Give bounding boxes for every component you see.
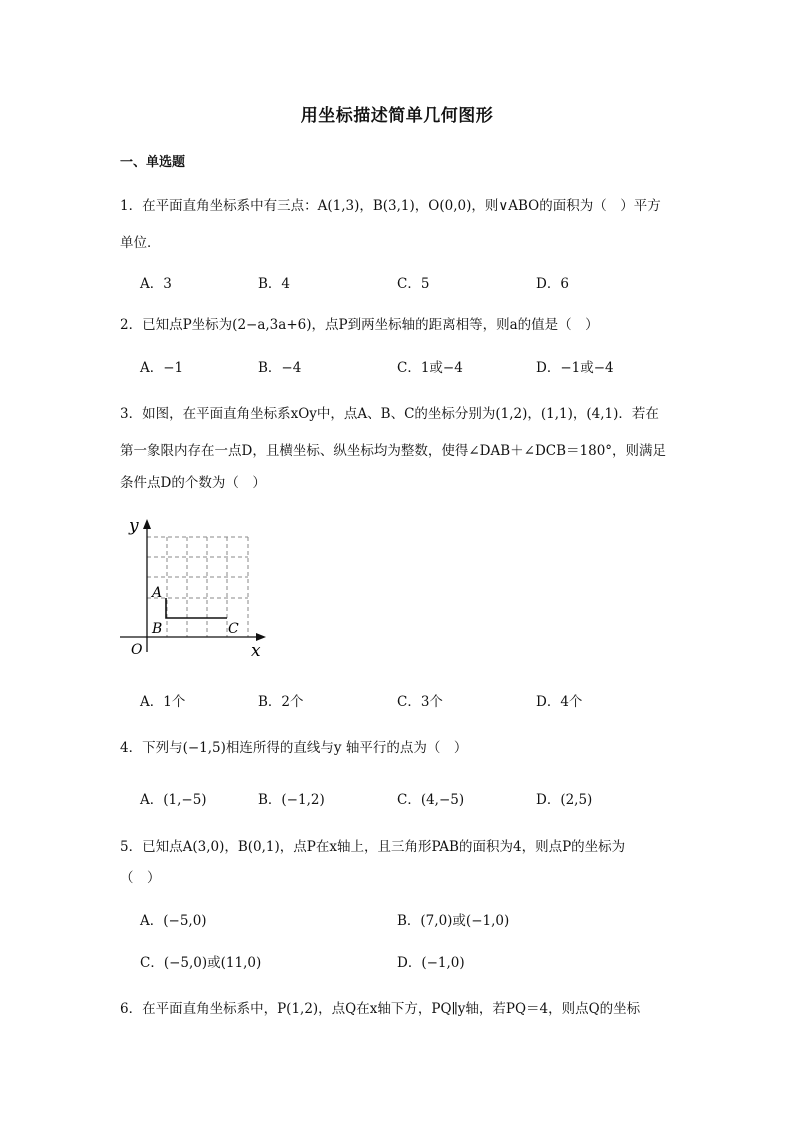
q4-option-a[interactable]: A．(1,−5): [140, 792, 207, 808]
q3-option-c[interactable]: C．3个: [397, 694, 443, 710]
q6-text-line1: 6．在平面直角坐标系中，P(1,2)，点Q在x轴下方，PQ∥y轴，若PQ＝4，则点Q的坐标: [120, 1001, 641, 1017]
q4-option-d[interactable]: D．(2,5): [536, 792, 593, 808]
q1-option-b[interactable]: B．4: [258, 276, 291, 292]
page-title: 用坐标描述简单几何图形: [300, 106, 494, 126]
q5-text-line2: （ ）: [120, 870, 161, 886]
q3-option-b[interactable]: B．2个: [258, 694, 304, 710]
q3-option-d[interactable]: D．4个: [536, 694, 583, 710]
y-axis-arrow: [143, 519, 151, 529]
q2-text-line1: 2．已知点P坐标为(2−a,3a+6)，点P到两坐标轴的距离相等，则a的值是（ ）: [120, 317, 599, 333]
q5-option-d[interactable]: D．(−1,0): [397, 955, 465, 971]
point-c-label: C: [228, 621, 239, 637]
q3-text-line2: 第一象限内存在一点D，且横坐标、纵坐标均为整数，使得∠DAB＋∠DCB＝180°，则满足: [120, 443, 667, 459]
q3-option-a[interactable]: A．1个: [140, 694, 186, 710]
x-axis-label: x: [251, 641, 261, 661]
q3-text-line3: 条件点D的个数为（ ）: [120, 475, 266, 491]
q3-text-line1: 3．如图，在平面直角坐标系xOy中，点A、B、C的坐标分别为(1,2)，(1,1)，(4,1)．若在: [120, 406, 659, 422]
x-axis-arrow: [256, 633, 266, 641]
q5-option-c[interactable]: C．(−5,0)或(11,0): [140, 955, 262, 971]
q4-text-line1: 4．下列与(−1,5)相连所得的直线与y 轴平行的点为（ ）: [120, 740, 468, 756]
q2-option-b[interactable]: B．−4: [258, 360, 302, 376]
q5-option-a[interactable]: A．(−5,0): [140, 913, 207, 929]
q1-text-line2: 单位．: [120, 235, 161, 251]
point-a-label: A: [152, 585, 163, 601]
q2-option-a[interactable]: A．−1: [140, 360, 184, 376]
q1-text-line1: 1．在平面直角坐标系中有三点：A(1,3)，B(3,1)，O(0,0)，则∨ABO的面积为（ ）平方: [120, 198, 661, 214]
q2-option-c[interactable]: C．1或−4: [397, 360, 463, 376]
q1-option-a[interactable]: A．3: [140, 276, 172, 292]
q4-option-b[interactable]: B．(−1,2): [258, 792, 325, 808]
q1-option-d[interactable]: D．6: [536, 276, 569, 292]
q1-option-c[interactable]: C．5: [397, 276, 430, 292]
q4-option-c[interactable]: C．(4,−5): [397, 792, 465, 808]
q3-coordinate-figure: [112, 512, 272, 664]
q2-option-d[interactable]: D．−1或−4: [536, 360, 614, 376]
origin-label: O: [131, 642, 143, 658]
point-b-label: B: [152, 621, 163, 637]
section-heading: 一、单选题: [120, 155, 186, 170]
q5-text-line1: 5．已知点A(3,0)，B(0,1)，点P在x轴上，且三角形PAB的面积为4，则点P的坐标为: [120, 839, 626, 855]
q5-option-b[interactable]: B．(7,0)或(−1,0): [397, 913, 510, 929]
y-axis-label: y: [129, 516, 139, 536]
segment-abc: [166, 598, 227, 618]
